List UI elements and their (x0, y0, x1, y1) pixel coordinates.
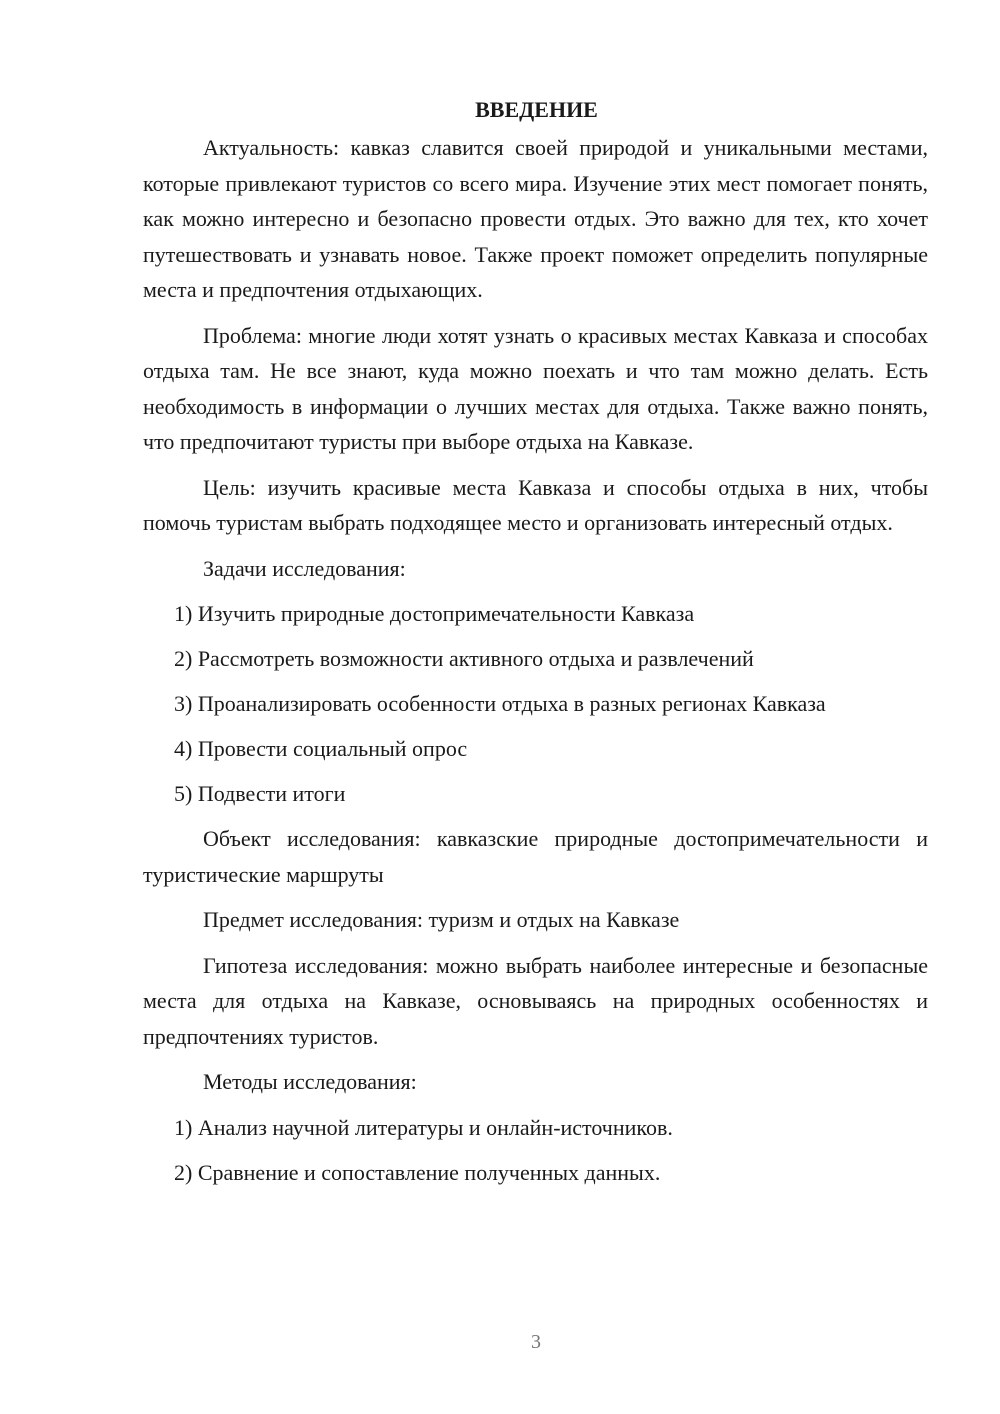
list-item: 2) Рассмотреть возможности активного отдыха и развлечений (174, 646, 754, 671)
page-number: 3 (531, 1331, 541, 1353)
page-title: ВВЕДЕНИЕ (475, 97, 598, 122)
list-item: 3) Проанализировать особенности отдыха в разных регионах Кавказа (174, 691, 826, 716)
object-paragraph: Объект исследования: кавказские природные достопримечательности и туристические маршруты (143, 826, 928, 887)
hypothesis-paragraph: Гипотеза исследования: можно выбрать наиболее интересные и безопасные места для отдыха на Кавказе, основываясь на природных особенностях и предпочтениях туристов. (143, 952, 928, 1049)
list-item: 4) Провести социальный опрос (174, 736, 468, 761)
list-item: 2) Сравнение и сопоставление полученных данных. (174, 1159, 661, 1185)
methods-list (143, 1110, 928, 1190)
goal-paragraph: Цель: изучить красивые места Кавказа и способы отдыха в них, чтобы помочь туристам выбрать подходящее место и организовать интересный отдых. (143, 474, 928, 535)
list-item: 1) Изучить природные достопримечательности Кавказа (174, 601, 695, 626)
problem-paragraph: Проблема: многие люди хотят узнать о красивых местах Кавказа и способах отдыха там. Не все знают, куда можно поехать и что там можно делать. Есть необходимость в информации о лучших местах для отдыха. Также важно понять, что предпочитают туристы при выборе отдыха на Кавказе. (143, 322, 928, 454)
list-item: 1) Анализ научной литературы и онлайн-источников. (174, 1114, 673, 1140)
tasks-list (143, 596, 928, 811)
document-page (143, 92, 928, 1200)
relevance-paragraph: Актуальность: кавказ славится своей природой и уникальными местами, которые привлекают туристов со всего мира. Изучение этих мест помогает понять, как можно интересно и безопасно провести отдых. Это важно для тех, кто хочет путешествовать и узнавать новое. Также проект поможет определить популярные места и предпочтения отдыхающих. (143, 135, 928, 302)
methods-heading: Методы исследования: (203, 1069, 417, 1094)
list-item: 5) Подвести итоги (174, 781, 346, 806)
subject-paragraph: Предмет исследования: туризм и отдых на Кавказе (203, 907, 680, 932)
tasks-heading: Задачи исследования: (203, 555, 406, 581)
